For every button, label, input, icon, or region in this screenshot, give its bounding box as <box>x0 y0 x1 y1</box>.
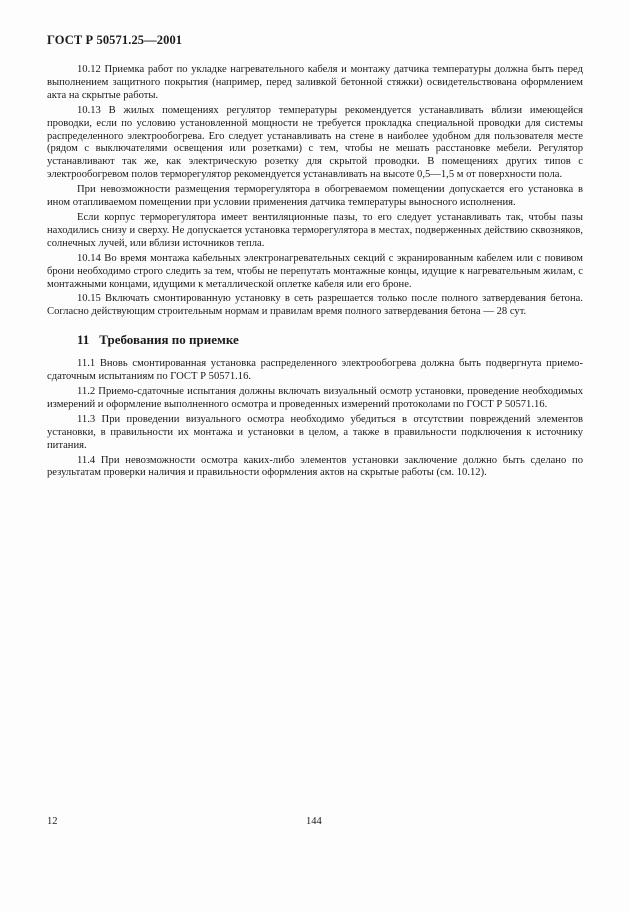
paragraph-11-2: 11.2 Приемо-сдаточные испытания должны включать визуальный осмотр установки, проведение необходимых измерений и оформление выполненного осмотра и проведенных измерений протоколами по ГОСТ Р 50571.16. <box>47 386 583 410</box>
paragraph-10-13-placement: При невозможности размещения терморегулятора в обогреваемом помещении допускается его установка в ином отапливаемом помещении при условии применения датчика температуры выносного исполнения. <box>47 184 583 209</box>
paragraph-10-13: 10.13 В жилых помещениях регулятор температуры рекомендуется устанавливать вблизи имеющейся проводки, если по условию установленной мощности не требуется прокладка специальной проводки для системы распределенного электрообогрева. Его следует устанавливать на стене в наиболее удобном для пользователя месте (рядом с выключателями освещения или розетками) с тем, чтобы не мешать расстановке мебели. Регулятор устанавливают так же, как электрическую розетку для скрытой проводки. В помещениях других типов с электрообогревом полов терморегулятор рекомендуется устанавливать на высоте 0,5—1,5 м от поверхности пола. <box>47 104 583 181</box>
paragraph-10-13-vents: Если корпус терморегулятора имеет вентиляционные пазы, то его следует устанавливать так, чтобы пазы находились снизу и сверху. Не допускается установка терморегулятора в местах, подверженных действию сквозняков, солнечных лучей, или вблизи источников тепла. <box>47 211 583 249</box>
document-body <box>47 64 583 480</box>
page-number-center: 144 <box>306 816 322 827</box>
section-number: 11 <box>77 332 90 348</box>
paragraph-11-3: 11.3 При проведении визуального осмотра необходимо убедиться в отсутствии повреждений элементов установки, в правильности их монтажа и установки в целом, а также в правильности подключения к источнику питания. <box>47 413 583 451</box>
section-heading <box>77 332 583 348</box>
page-number-left: 12 <box>47 816 58 827</box>
document-header: ГОСТ Р 50571.25—2001 <box>47 33 183 47</box>
paragraph-11-1: 11.1 Вновь смонтированная установка распределенного электрообогрева должна быть подвергнута приемо-сдаточным испытаниям по ГОСТ Р 50571.16. <box>47 358 583 383</box>
paragraph-10-12: 10.12 Приемка работ по укладке нагревательного кабеля и монтажу датчика температуры должна быть перед выполнением защитного покрытия (например, перед заливкой бетонной стяжки) освидетельствована оформлением акта на скрытые работы. <box>47 64 583 101</box>
paragraph-10-15: 10.15 Включать смонтированную установку в сеть разрешается только после полного затвердевания бетона. Согласно действующим строительным нормам и правилам время полного затвердевания бетона — 28 сут. <box>47 293 583 318</box>
paragraph-10-14: 10.14 Во время монтажа кабельных электронагревательных секций с экранированным кабелем или с повивом брони необходимо строго следить за тем, чтобы не перепутать монтажные концы, идущие к нагревательным жилам, с монтажными концами, идущими к металлической оплетке кабеля или его броне. <box>47 252 583 290</box>
paragraph-11-4: 11.4 При невозможности осмотра каких-либо элементов установки заключение должно быть сделано по результатам проверки наличия и правильности оформления актов на скрытые работы (см. 10.12). <box>47 454 583 479</box>
section-title: Требования по приемке <box>99 332 239 348</box>
